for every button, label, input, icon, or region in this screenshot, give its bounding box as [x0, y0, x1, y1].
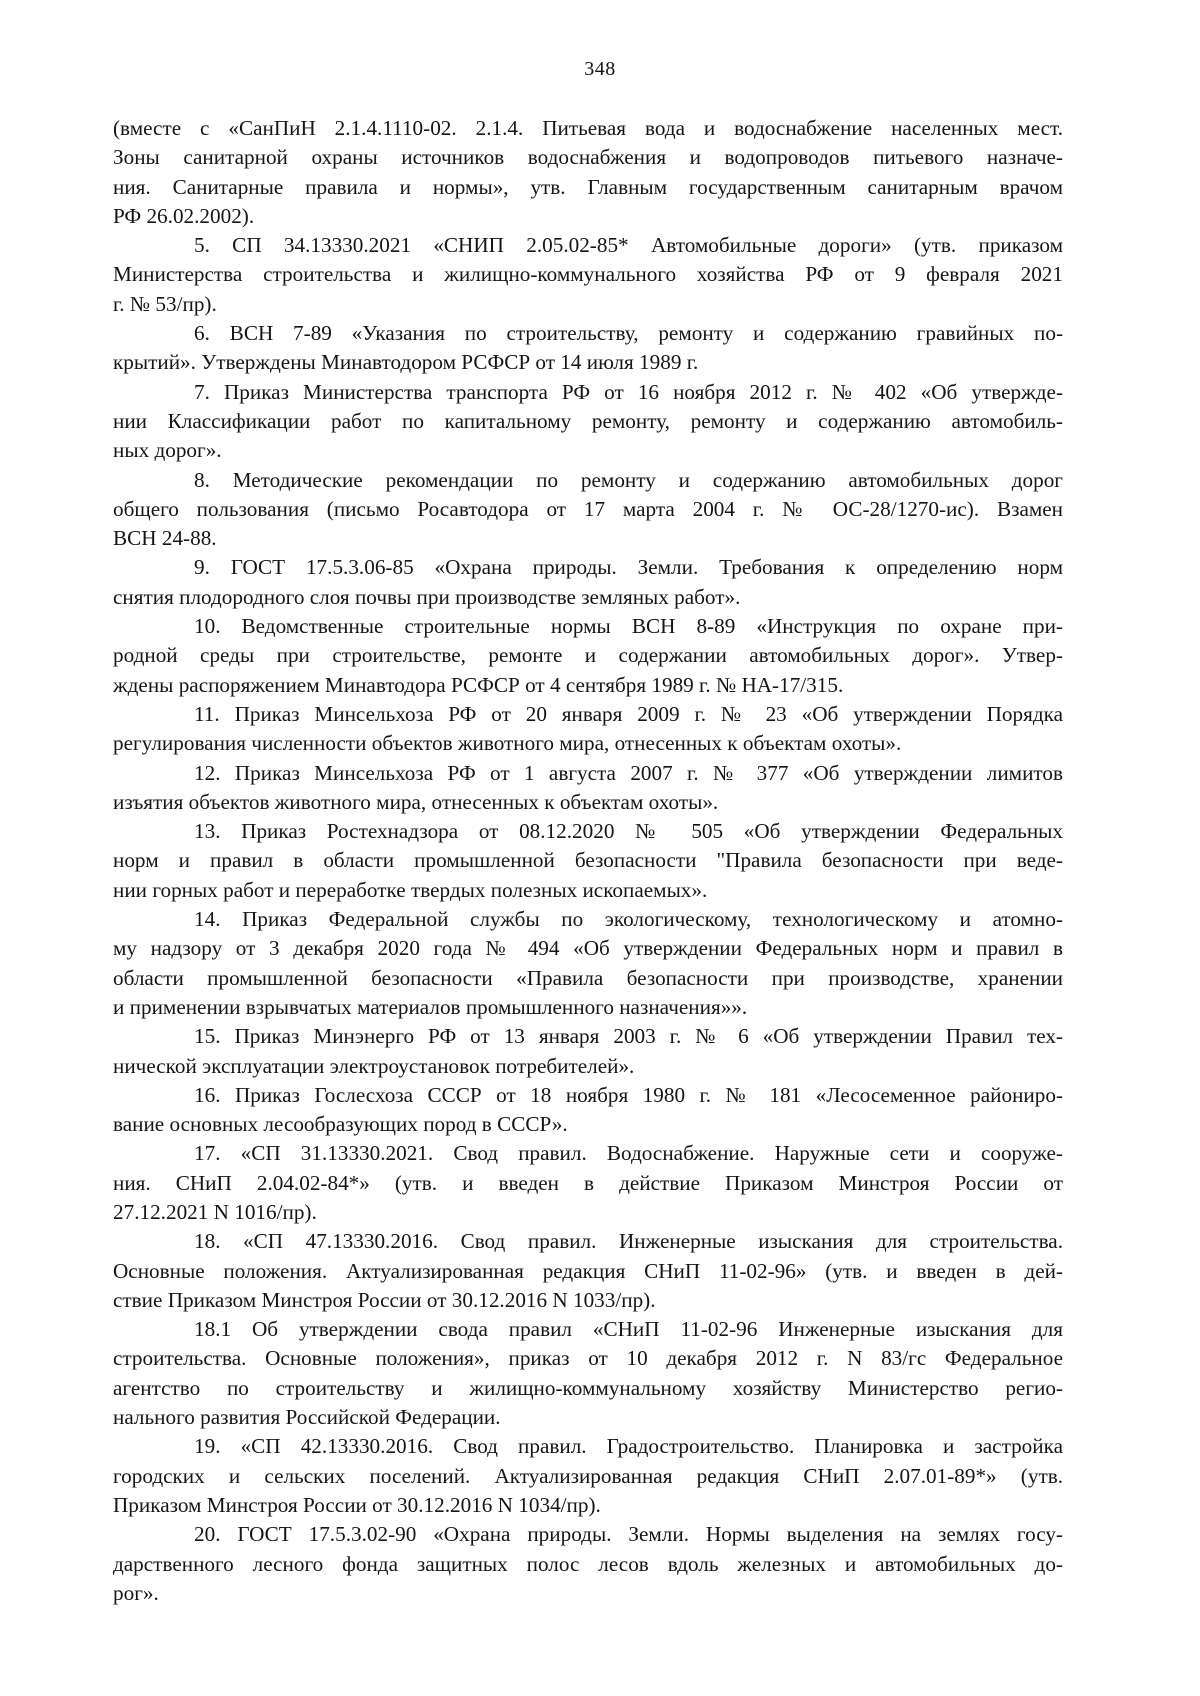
page-number: 348	[584, 58, 616, 80]
reference-item	[113, 319, 1063, 378]
text-line: 5. СП 34.13330.2021 «СНИП 2.05.02-85* Автомобильные дороги» (утв. приказом	[194, 233, 1063, 258]
text-line: 7. Приказ Министерства транспорта РФ от 16 ноября 2012 г. № 402 «Об утвержде-	[194, 379, 1063, 404]
text-line: 9. ГОСТ 17.5.3.06-85 «Охрана природы. Земли. Требования к определению норм	[194, 555, 1063, 580]
text-line: нии Классификации работ по капитальному ремонту, ремонту и содержанию автомобиль-	[113, 408, 1063, 433]
text-line: вание основных лесообразующих пород в СССР».	[113, 1112, 568, 1137]
reference-item	[113, 905, 1063, 1022]
reference-item	[113, 759, 1063, 818]
text-line: ствие Приказом Минстроя России от 30.12.2016 N 1033/пр).	[113, 1287, 656, 1312]
reference-item	[113, 1139, 1063, 1227]
reference-item	[113, 1081, 1063, 1140]
text-line: 8. Методические рекомендации по ремонту и содержанию автомобильных дорог	[194, 467, 1063, 492]
text-line: ния. СНиП 2.04.02-84*» (утв. и введен в действие Приказом Минстроя России от	[113, 1170, 1063, 1195]
text-line: 16. Приказ Гослесхоза СССР от 18 ноября 1980 г. № 181 «Лесосеменное райониро-	[194, 1082, 1063, 1107]
reference-item	[113, 1315, 1063, 1432]
text-line: Приказом Минстроя России от 30.12.2016 N 1034/пр).	[113, 1492, 601, 1517]
text-line: родной среды при строительстве, ремонте и содержании автомобильных дорог». Утвер-	[113, 643, 1063, 668]
text-line: нального развития Российской Федерации.	[113, 1405, 501, 1430]
reference-item	[113, 231, 1063, 319]
text-line: агентство по строительству и жилищно-коммунальному хозяйству Министерство регио-	[113, 1375, 1063, 1400]
reference-continuation	[113, 114, 1063, 231]
text-line: изъятия объектов животного мира, отнесенных к объектам охоты».	[113, 789, 719, 814]
reference-item	[113, 553, 1063, 612]
reference-item	[113, 378, 1063, 466]
text-line: Зоны санитарной охраны источников водоснабжения и водопроводов питьевого назначе-	[113, 145, 1063, 170]
text-line: Основные положения. Актуализированная редакция СНиП 11-02-96» (утв. и введен в дей-	[113, 1258, 1063, 1283]
text-line: ния. Санитарные правила и нормы», утв. Главным государственным санитарным врачом	[113, 174, 1063, 199]
text-line: ных дорог».	[113, 438, 222, 463]
reference-item	[113, 817, 1063, 905]
text-line: дарственного лесного фонда защитных полос лесов вдоль железных и автомобильных до-	[113, 1551, 1063, 1576]
text-line: Министерства строительства и жилищно-коммунального хозяйства РФ от 9 февраля 2021	[113, 262, 1063, 287]
text-line: городских и сельских поселений. Актуализированная редакция СНиП 2.07.01-89*» (утв.	[113, 1463, 1063, 1488]
text-line: регулирования численности объектов животного мира, отнесенных к объектам охоты».	[113, 731, 902, 756]
text-line: 14. Приказ Федеральной службы по экологическому, технологическому и атомно-	[194, 907, 1063, 932]
text-line: области промышленной безопасности «Правила безопасности при производстве, хранении	[113, 965, 1063, 990]
text-line: 13. Приказ Ростехнадзора от 08.12.2020 № 505 «Об утверждении Федеральных	[194, 819, 1063, 844]
text-line: г. № 53/пр).	[113, 291, 217, 316]
text-line: 11. Приказ Минсельхоза РФ от 20 января 2009 г. № 23 «Об утверждении Порядка	[194, 701, 1063, 726]
text-line: 18. «СП 47.13330.2016. Свод правил. Инженерные изыскания для строительства.	[194, 1229, 1063, 1254]
reference-item	[113, 466, 1063, 554]
text-line: 18.1 Об утверждении свода правил «СНиП 11-02-96 Инженерные изыскания для	[194, 1317, 1063, 1342]
text-line: рог».	[113, 1580, 159, 1605]
text-line: 27.12.2021 N 1016/пр).	[113, 1199, 317, 1224]
text-line: 6. ВСН 7-89 «Указания по строительству, ремонту и содержанию гравийных по-	[194, 321, 1063, 346]
text-line: общего пользования (письмо Росавтодора от 17 марта 2004 г. № ОС-28/1270-ис). Взамен	[113, 496, 1063, 521]
text-line: нии горных работ и переработке твердых полезных ископаемых».	[113, 877, 708, 902]
text-line: ждены распоряжением Минавтодора РСФСР от 4 сентября 1989 г. № НА-17/315.	[113, 672, 844, 697]
text-line: (вместе с «СанПиН 2.1.4.1110-02. 2.1.4. Питьевая вода и водоснабжение населенных мест.	[113, 116, 1063, 140]
reference-item	[113, 1432, 1063, 1520]
text-line: РФ 26.02.2002).	[113, 203, 255, 228]
reference-item	[113, 1227, 1063, 1315]
reference-item	[113, 1022, 1063, 1081]
text-line: крытий». Утверждены Минавтодором РСФСР от 14 июля 1989 г.	[113, 350, 699, 375]
document-body	[113, 114, 1063, 1608]
text-line: 20. ГОСТ 17.5.3.02-90 «Охрана природы. Земли. Нормы выделения на землях госу-	[194, 1522, 1063, 1547]
text-line: 19. «СП 42.13330.2016. Свод правил. Градостроительство. Планировка и застройка	[194, 1434, 1063, 1459]
text-line: 12. Приказ Минсельхоза РФ от 1 августа 2007 г. № 377 «Об утверждении лимитов	[194, 760, 1063, 785]
text-line: му надзору от 3 декабря 2020 года № 494 «Об утверждении Федеральных норм и правил в	[113, 936, 1063, 961]
text-line: 17. «СП 31.13330.2021. Свод правил. Водоснабжение. Наружные сети и сооруже-	[194, 1141, 1063, 1166]
text-line: строительства. Основные положения», приказ от 10 декабря 2012 г. N 83/гс Федеральное	[113, 1346, 1063, 1371]
text-line: снятия плодородного слоя почвы при производстве земляных работ».	[113, 584, 741, 609]
text-line: 15. Приказ Минэнерго РФ от 13 января 2003 г. № 6 «Об утверждении Правил тех-	[194, 1024, 1063, 1049]
reference-item	[113, 612, 1063, 700]
reference-item	[113, 700, 1063, 759]
reference-item	[113, 1520, 1063, 1608]
text-line: норм и правил в области промышленной безопасности "Правила безопасности при веде-	[113, 848, 1063, 873]
text-line: и применении взрывчатых материалов промышленного назначения»».	[113, 994, 748, 1019]
text-line: 10. Ведомственные строительные нормы ВСН 8-89 «Инструкция по охране при-	[194, 614, 1063, 639]
text-line: нической эксплуатации электроустановок потребителей».	[113, 1053, 635, 1078]
text-line: ВСН 24-88.	[113, 526, 217, 551]
